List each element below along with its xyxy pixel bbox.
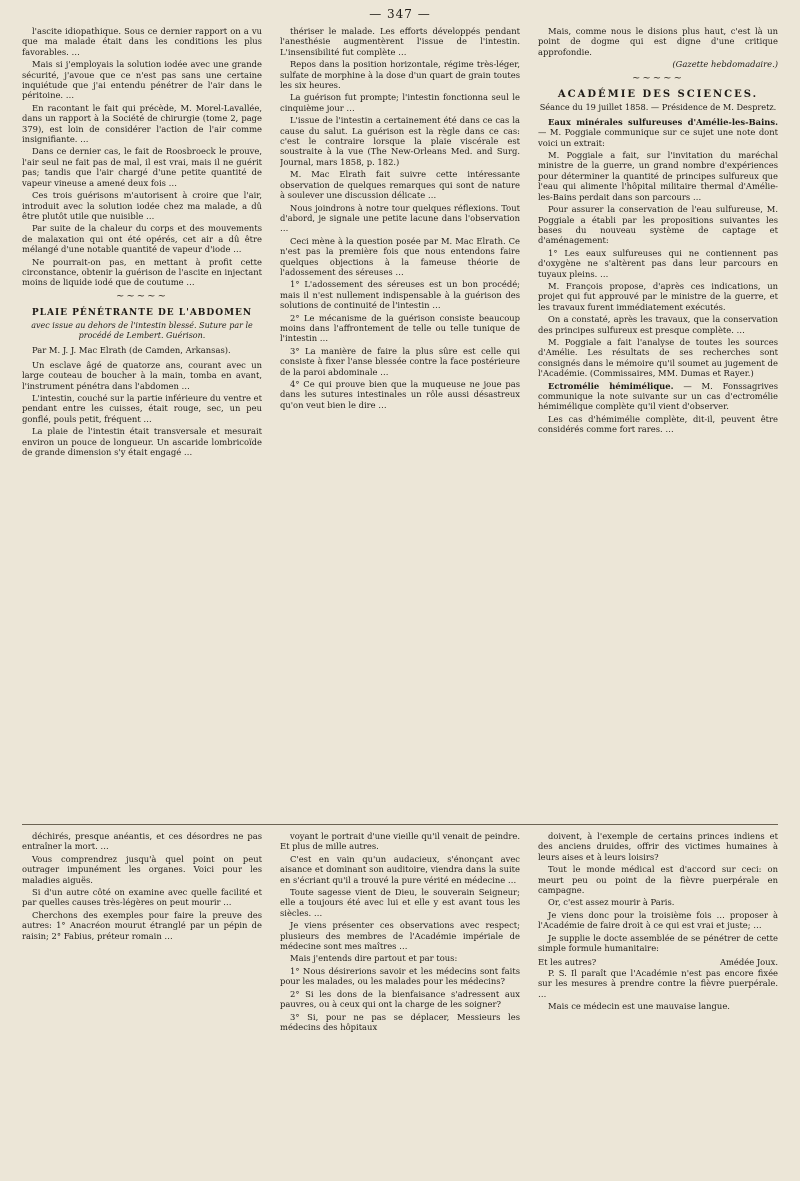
bottom-column-2 [280, 831, 520, 1181]
paragraph-text: — M. Poggiale communique sur ce sujet une note dont voici un extrait: [538, 127, 778, 148]
paragraph: 1° Les eaux sulfureuses qui ne contiennent pas d'oxygène ne s'altèrent pas dans leur parcours en tuyaux pleins. … [538, 247, 778, 279]
paragraph: Je viens donc pour la troisième fois … proposer à l'Académie de faire droit à ce qui est vrai et juste; … [538, 909, 778, 931]
paragraph: M. Mac Elrath fait suivre cette intéressante observation de quelques remarques qui sont de nature à soulever une discussion délicate … [280, 169, 520, 201]
paragraph: On a constaté, après les travaux, que la conservation des principes sulfureux est presque complète. … [538, 314, 778, 335]
paragraph: Vous comprendrez jusqu'à quel point on peut outrager impunément les organes. Voici pour les maladies aiguës. [22, 853, 262, 885]
paragraph: 1° L'adossement des séreuses est un bon procédé; mais il n'est nullement indispensable à la guérison des solutions de continuité de l'intestin … [280, 279, 520, 311]
paragraph: Ceci mène à la question posée par M. Mac Elrath. Ce n'est pas la première fois que nous entendons faire quelques objections à la fameuse théorie de l'adossement des séreuses … [280, 235, 520, 277]
column-2 [280, 26, 520, 814]
paragraph: Mais ce médecin est une mauvaise langue. [548, 1001, 730, 1012]
source-citation: (Gazette hebdomadaire.) [672, 59, 778, 70]
article-heading: PLAIE PÉNÉTRANTE DE L'ABDOMEN [31, 308, 253, 319]
paragraph: l'ascite idiopathique. Sous ce dernier rapport on a vu que ma malade était dans les conditions les plus favorables. … [22, 26, 262, 57]
paragraph: La plaie de l'intestin était transversale et mesurait environ un pouce de longueur. Un ascaride lombricoïde de grande dimension s'y était engagé … [22, 426, 262, 458]
paragraph: Tout le monde médical est d'accord sur ceci: on meurt peu ou point de la fièvre puerpérale en campagne. [538, 864, 778, 896]
upper-columns [22, 26, 778, 814]
paragraph: Toute sagesse vient de Dieu, le souverain Seigneur; elle a toujours été avec lui et elle y est avant tous les siècles. … [280, 887, 520, 918]
paragraph: doivent, à l'exemple de certains princes indiens et des anciens druides, offrir des victimes humaines à leurs aises et à leurs loisirs? [538, 831, 778, 862]
bottom-column-3 [538, 831, 778, 1181]
paragraph: thériser le malade. Les efforts développés pendant l'anesthésie augmentèrent l'issue de l'intestin. L'insensibilité fut complète … [280, 26, 520, 57]
paragraph: Ne pourrait-on pas, en mettant à profit cette circonstance, obtenir la guérison de l'ascite en injectant moins de liquide iodé que de coutume … [22, 256, 262, 288]
paragraph: Pour assurer la conservation de l'eau sulfureuse, M. Poggiale a établi par les propositions suivantes les bases du nouveau système de captage et d'aménagement: [538, 204, 778, 246]
paragraph: 2° Si les dons de la bienfaisance s'adressent aux pauvres, ou à ceux qui ont la charge de les soigner? [280, 988, 520, 1010]
paragraph: 3° Si, pour ne pas se déplacer, Messieurs les médecins des hôpitaux [280, 1011, 520, 1032]
column-1 [22, 26, 262, 814]
paragraph: Nous joindrons à notre tour quelques réflexions. Tout d'abord, je signale une petite lacune dans l'observation … [280, 202, 520, 234]
signoff [538, 957, 778, 967]
paragraph: C'est en vain qu'un audacieux, s'énonçant avec aisance et dominant son auditoire, viendra dans la suite en s'écriant qu'il a trouvé la pure vérité en médecine … [280, 853, 520, 885]
divider-ornament: ~~~~~ [116, 290, 168, 302]
paragraph: Un esclave âgé de quatorze ans, courant avec un large couteau de boucher à la main, tomba en avant, l'instrument pénétra dans l'abdomen … [22, 359, 262, 391]
paragraph-title: Ectromélie hémimélique. [548, 380, 674, 391]
paragraph: La guérison fut prompte; l'intestin fonctionna seul le cinquième jour … [280, 92, 520, 113]
author-signature: Amédée Joux. [719, 957, 778, 968]
divider-ornament: ~~~~~ [632, 72, 684, 84]
paragraph: L'issue de l'intestin a certainement été dans ce cas la cause du salut. La guérison est la règle dans ce cas: c'est le contraire lorsque la plaie viscérale est soustraite à la vue (The New-Orleans Med. and Surg. Journal, mars 1858, p. 182.) [280, 115, 520, 167]
column-3 [538, 26, 778, 814]
article-subheading: avec issue au dehors de l'intestin blessé. Suture par le procédé de Lembert. Guérison. [31, 320, 253, 340]
section-title: ACADÉMIE DES SCIENCES. [557, 89, 759, 101]
paragraph [538, 117, 778, 148]
paragraph: déchirés, presque anéantis, et ces désordres ne pas entraîner la mort. … [22, 831, 262, 852]
paragraph: Si d'un autre côté on examine avec quelle facilité et par quelles causes très-légères on peut mourir … [22, 887, 262, 908]
session-line: Séance du 19 juillet 1858. — Présidence de M. Despretz. [539, 102, 777, 113]
paragraph: M. Poggiale a fait l'analyse de toutes les sources d'Amélie. Les résultats de ses recherches sont consignés dans le mémoire qu'il soumet au jugement de l'Académie. (Commissaires, MM. Dumas et Rayer.) [538, 336, 778, 379]
page-number: — 347 — [369, 7, 431, 21]
paragraph: Mais j'entends dire partout et par tous: [290, 953, 458, 964]
paragraph: 4° Ce qui prouve bien que la muqueuse ne joue pas dans les sutures intestinales un rôle aussi désastreux qu'on veut bien le dire … [280, 379, 520, 410]
paragraph: Les cas d'hémimélie complète, dit-il, peuvent être considérés comme fort rares. … [538, 413, 778, 435]
paragraph: Dans ce dernier cas, le fait de Roosbroeck le prouve, l'air seul ne fait pas de mal, il est vrai, mais il ne guérit pas; tandis que l'air chargé d'une petite quantité de vapeur vineuse a amené deux fois … [22, 146, 262, 188]
paragraph: Par suite de la chaleur du corps et des mouvements de malaxation qui ont été opérés, cet air a dû être mélangé d'une notable quantité de vapeur d'iode … [22, 223, 262, 255]
paragraph: Je supplie le docte assemblée de se pénétrer de cette simple formule humanitaire: [538, 932, 778, 954]
paragraph: Cherchons des exemples pour faire la preuve des autres: 1° Anacréon mourut étranglé par un pépin de raisin; 2° Fabius, préteur romain … [22, 909, 262, 941]
lower-columns [22, 824, 778, 1181]
paragraph: 1° Nous désirerions savoir et les médecins sont faits pour les malades, ou les malades pour les médecins? [280, 965, 520, 987]
paragraph-text: — M. Fonssagrives communique la note suivante sur un cas d'ectromélie hémimélique complète qu'il vient d'observer. [538, 380, 778, 412]
paragraph: 2° Le mécanisme de la guérison consiste beaucoup moins dans l'affrontement de telle ou telle tunique de l'intestin … [280, 312, 520, 344]
article-byline: Par M. J. J. Mac Elrath (de Camden, Arkansas). [32, 345, 231, 356]
paragraph: Mais, comme nous le disions plus haut, c'est là un point de dogme qui est digne d'une critique approfondie. [538, 26, 778, 57]
paragraph: P. S. Il paraît que l'Académie n'est pas encore fixée sur les mesures à prendre contre la fièvre puerpérale. … [538, 967, 778, 999]
paragraph: Je viens présenter ces observations avec respect; plusieurs des membres de l'Académie impériale de médecine sont mes maîtres … [280, 920, 520, 952]
paragraph [538, 381, 778, 412]
paragraph: M. François propose, d'après ces indications, un projet qui fut approuvé par le ministre de la guerre, et les travaux furent immédiatement exécutés. [538, 280, 778, 312]
bottom-column-1 [22, 831, 262, 1181]
paragraph: Mais si j'employais la solution iodée avec une grande sécurité, j'avoue que ce n'est pas sans une certaine inquiétude que j'ai entendu pénétrer de l'air dans le péritoine. … [22, 59, 262, 101]
signoff-question: Et les autres? [538, 957, 597, 968]
paragraph: Or, c'est assez mourir à Paris. [548, 897, 675, 908]
paragraph: voyant le portrait d'une vieille qu'il venait de peindre. Et plus de mille autres. [280, 831, 520, 852]
paragraph-title: Eaux minérales sulfureuses d'Amélie-les-Bains. [548, 116, 778, 127]
paragraph: 3° La manière de faire la plus sûre est celle qui consiste à fixer l'anse blessée contre la face postérieure de la paroi abdominale … [280, 345, 520, 377]
paragraph: Ces trois guérisons m'autorisent à croire que l'air, introduit avec la solution iodée chez ma malade, a dû être plutôt utile que nuisible … [22, 190, 262, 221]
paragraph: En racontant le fait qui précède, M. Morel-Lavallée, dans un rapport à la Société de chirurgie (tome 2, page 379), est loin de considérer l'action de l'air comme insignifiante. … [22, 102, 262, 145]
paragraph: Repos dans la position horizontale, régime très-léger, sulfate de morphine à la dose d'un quart de grain toutes les six heures. [280, 59, 520, 91]
paragraph: M. Poggiale a fait, sur l'invitation du maréchal ministre de la guerre, un grand nombre d'expériences pour déterminer la quantité de principes sulfureux que l'eau qui alimente l'hôpital militaire thermal d'Amélie-les-Bains perdait dans son parcours … [538, 150, 778, 202]
paragraph: L'intestin, couché sur la partie inférieure du ventre et pendant entre les cuisses, était rouge, sec, un peu gonflé, pouls petit, fréquent … [22, 393, 262, 424]
